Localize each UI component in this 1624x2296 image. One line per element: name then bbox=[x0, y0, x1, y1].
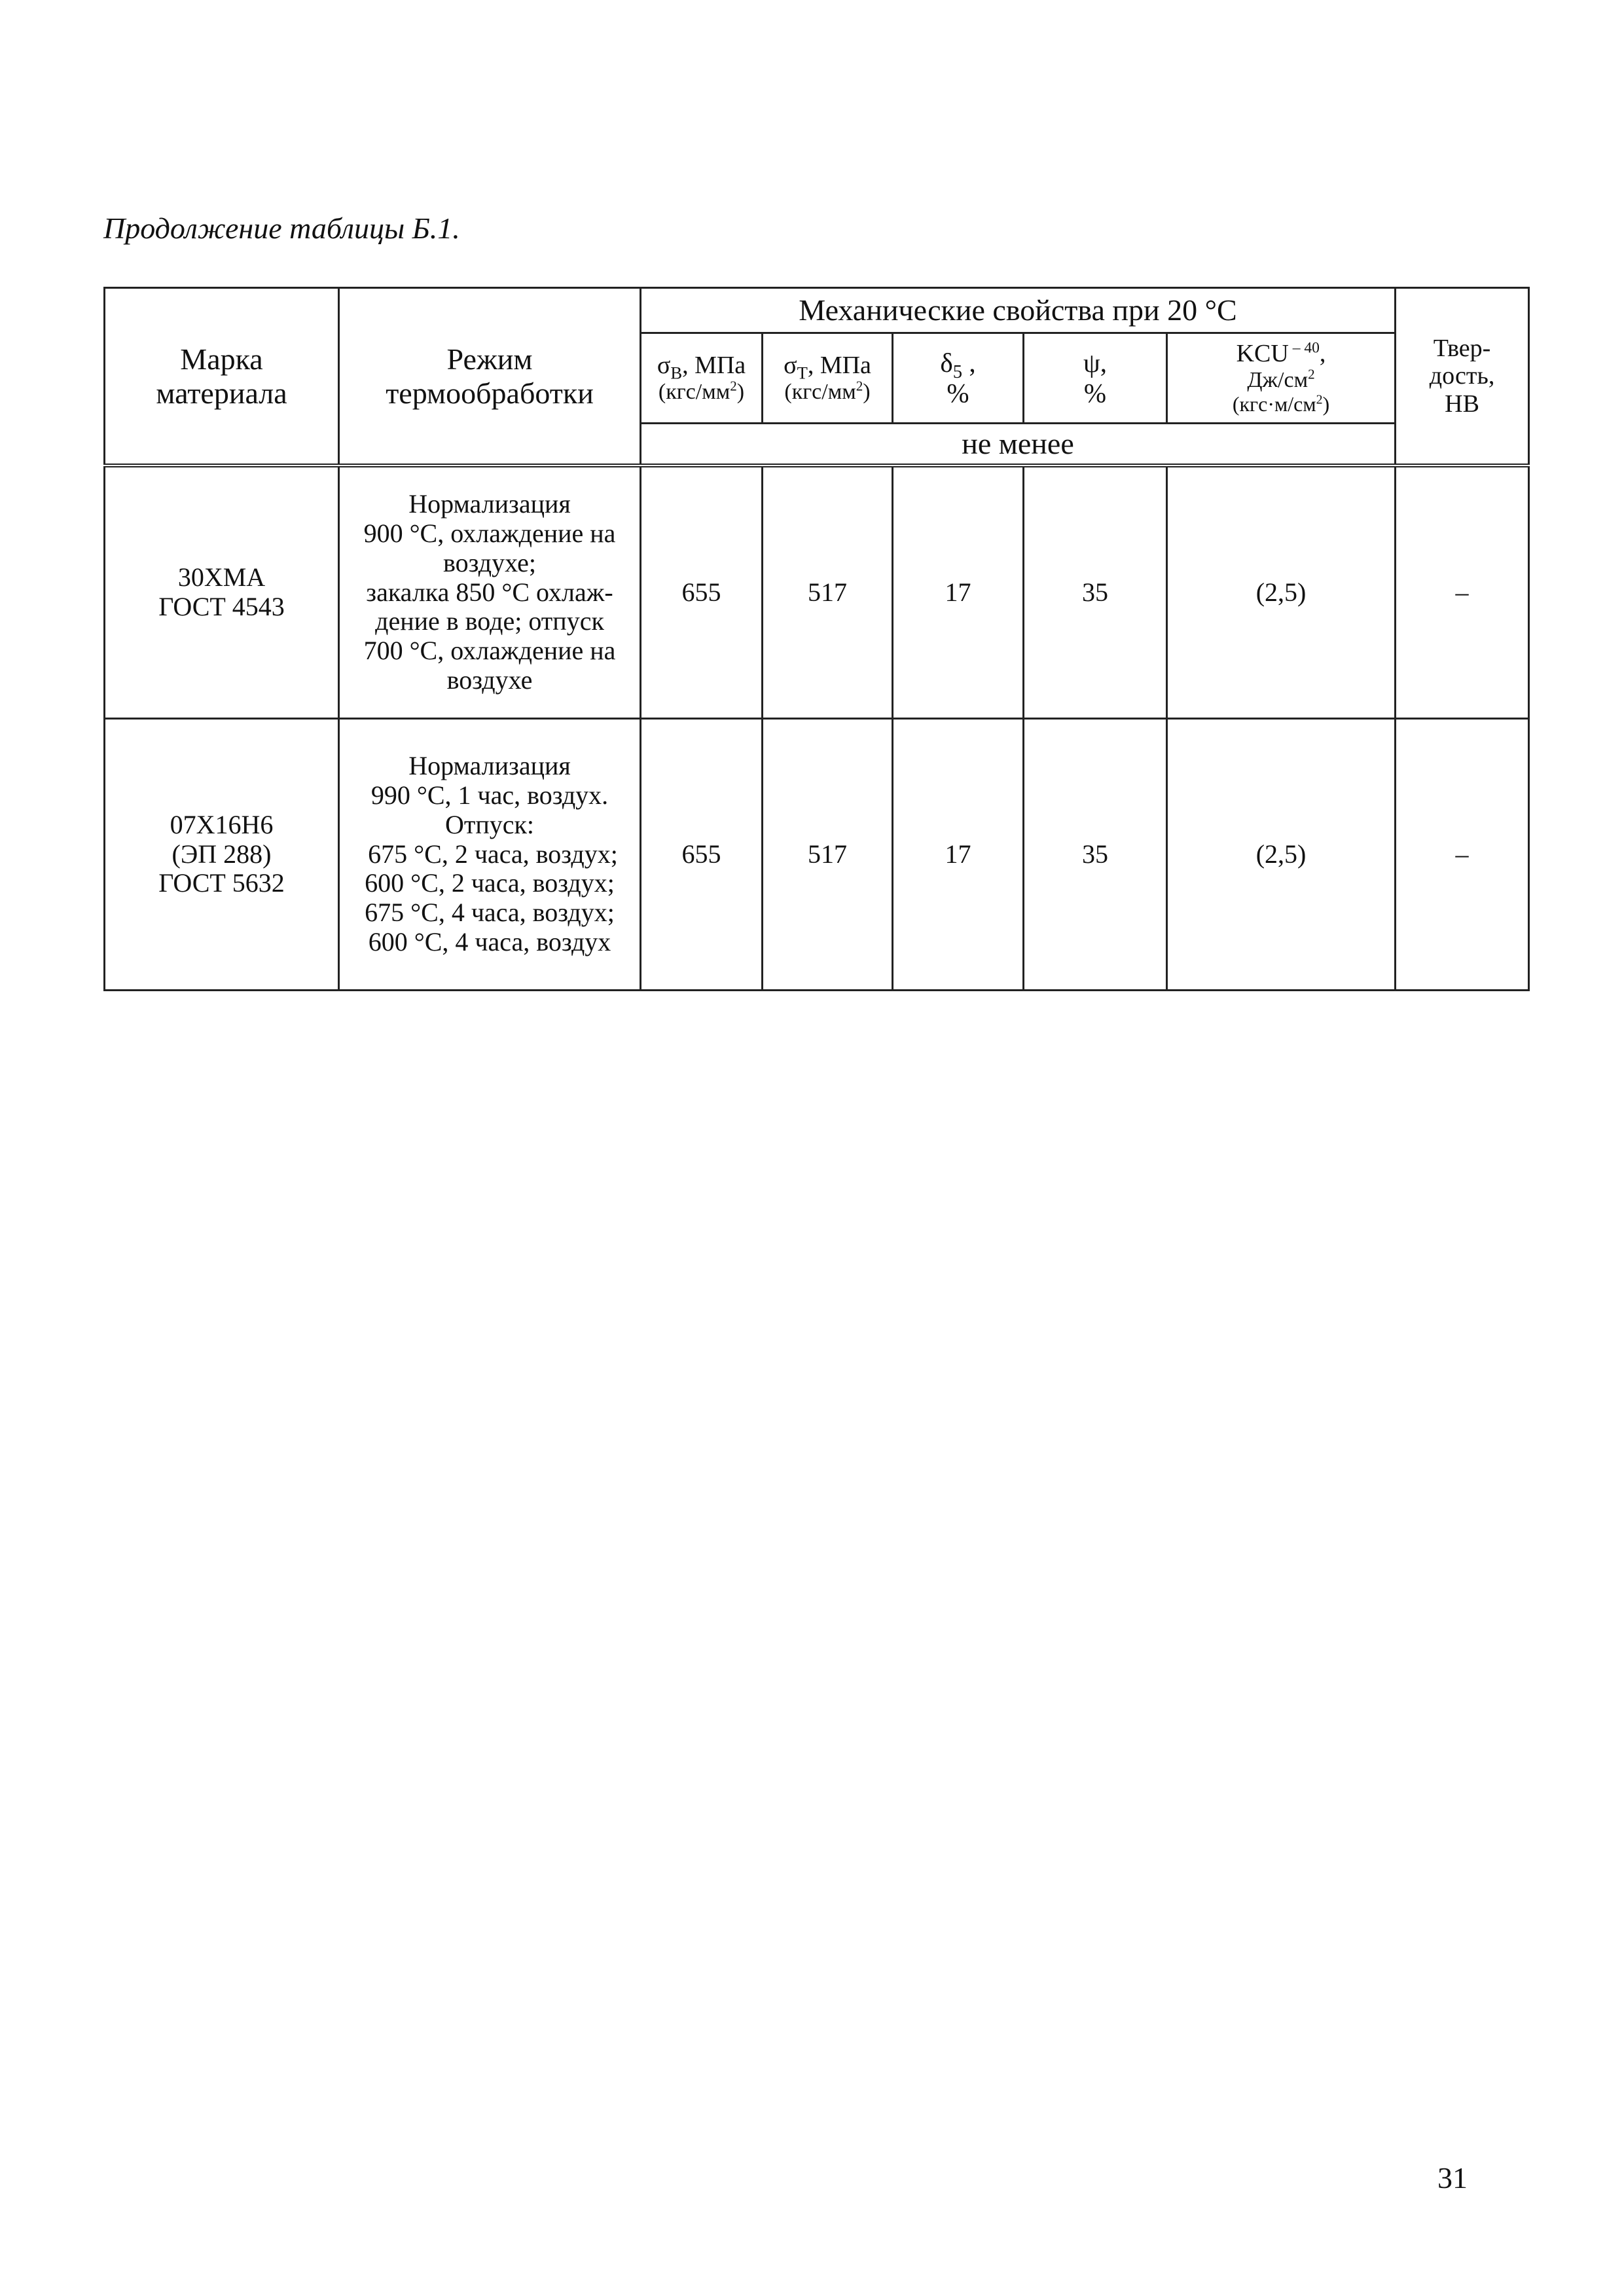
regime-line: 700 °С, охлаждение на bbox=[363, 636, 616, 666]
header-regime bbox=[339, 288, 641, 466]
table-row bbox=[105, 465, 1529, 719]
regime-line: 675 °С, 4 часа, воздух; bbox=[365, 898, 615, 928]
delta-percent: % bbox=[947, 377, 969, 408]
kcu-superscript: – 40 bbox=[1288, 339, 1320, 357]
close-paren: ) bbox=[736, 379, 745, 404]
regime-line: дение в воде; отпуск bbox=[375, 606, 604, 636]
cell-psi: 35 bbox=[1024, 719, 1167, 991]
header-psi bbox=[1024, 333, 1167, 424]
kcu-alt-unit: (кгс·м/см bbox=[1232, 392, 1316, 416]
header-hardness bbox=[1396, 288, 1529, 466]
squared-sup: 2 bbox=[856, 378, 863, 394]
sigma-symbol: σ bbox=[784, 352, 797, 380]
kcu-comma: , bbox=[1319, 340, 1326, 368]
sigma-b-subscript: В bbox=[670, 363, 683, 383]
cell-hardness: – bbox=[1396, 465, 1529, 719]
sigma-symbol: σ bbox=[657, 352, 671, 380]
page-number: 31 bbox=[1437, 2161, 1468, 2195]
table-row bbox=[105, 719, 1529, 991]
cell-regime bbox=[339, 719, 641, 991]
header-hardness-line2: дость, bbox=[1429, 362, 1495, 390]
cell-regime bbox=[339, 465, 641, 719]
table-caption: Продолжение таблицы Б.1. bbox=[103, 211, 460, 245]
grade-line: (ЭП 288) bbox=[171, 839, 272, 869]
squared-sup: 2 bbox=[1316, 392, 1323, 407]
psi-symbol: ψ, bbox=[1083, 347, 1107, 378]
header-min-note: не менее bbox=[641, 424, 1396, 466]
header-regime-line1: Режим bbox=[446, 342, 533, 376]
kcu-label: KCU bbox=[1236, 340, 1289, 368]
regime-line: воздухе bbox=[446, 665, 533, 695]
grade-line: ГОСТ 4543 bbox=[158, 592, 285, 621]
header-hardness-line3: НВ bbox=[1445, 390, 1479, 418]
cell-sigma-t: 517 bbox=[763, 465, 893, 719]
header-row-1 bbox=[105, 288, 1529, 333]
header-hardness-line1: Твер- bbox=[1433, 334, 1491, 362]
cell-delta5: 17 bbox=[893, 719, 1024, 991]
regime-line: Нормализация bbox=[408, 489, 571, 519]
sigma-t-alt-unit: (кгс/мм bbox=[784, 379, 856, 404]
header-grade bbox=[105, 288, 339, 466]
cell-kcu: (2,5) bbox=[1167, 465, 1396, 719]
regime-line: 990 °С, 1 час, воздух. bbox=[370, 780, 609, 810]
close-paren: ) bbox=[1322, 392, 1330, 416]
sigma-b-unit: , МПа bbox=[682, 352, 746, 380]
kcu-unit: Дж/см bbox=[1247, 367, 1308, 392]
regime-line: Нормализация bbox=[408, 751, 571, 781]
cell-hardness: – bbox=[1396, 719, 1529, 991]
regime-line: 600 °С, 2 часа, воздух; bbox=[365, 868, 615, 898]
mechanical-properties-table bbox=[103, 287, 1530, 991]
regime-line: 675 °С, 2 часа, воздух; bbox=[361, 839, 618, 869]
delta-comma: , bbox=[962, 347, 976, 378]
squared-sup: 2 bbox=[1308, 366, 1315, 382]
delta-symbol: δ bbox=[940, 347, 953, 378]
sigma-t-unit: , МПа bbox=[807, 352, 871, 380]
cell-grade bbox=[105, 465, 339, 719]
cell-sigma-b: 655 bbox=[641, 465, 763, 719]
header-regime-line2: термообработки bbox=[386, 376, 594, 410]
regime-line: 600 °С, 4 часа, воздух bbox=[368, 926, 611, 957]
regime-line: закалка 850 °С охлаж- bbox=[366, 577, 613, 607]
sigma-b-alt-unit: (кгс/мм bbox=[658, 379, 731, 404]
regime-line: Отпуск: bbox=[444, 809, 535, 839]
cell-delta5: 17 bbox=[893, 465, 1024, 719]
squared-sup: 2 bbox=[730, 378, 737, 394]
header-delta5 bbox=[893, 333, 1024, 424]
cell-grade bbox=[105, 719, 339, 991]
header-mech-props: Механические свойства при 20 °С bbox=[641, 288, 1396, 333]
cell-psi: 35 bbox=[1024, 465, 1167, 719]
grade-line: 30ХМА bbox=[177, 562, 266, 592]
header-grade-line1: Марка bbox=[180, 342, 263, 376]
grade-line: ГОСТ 5632 bbox=[158, 868, 285, 898]
header-grade-line2: материала bbox=[156, 376, 287, 410]
close-paren: ) bbox=[863, 379, 871, 404]
psi-percent: % bbox=[1083, 377, 1107, 408]
regime-line: воздухе; bbox=[443, 547, 536, 577]
regime-line: 900 °С, охлаждение на bbox=[363, 519, 616, 548]
cell-kcu: (2,5) bbox=[1167, 719, 1396, 991]
cell-sigma-t: 517 bbox=[763, 719, 893, 991]
header-sigma-t bbox=[763, 333, 893, 424]
header-sigma-b bbox=[641, 333, 763, 424]
delta-subscript: 5 bbox=[952, 361, 963, 382]
header-kcu bbox=[1167, 333, 1396, 424]
sigma-t-subscript: Т bbox=[797, 363, 808, 383]
grade-line: 07Х16Н6 bbox=[170, 809, 274, 839]
cell-sigma-b: 655 bbox=[641, 719, 763, 991]
